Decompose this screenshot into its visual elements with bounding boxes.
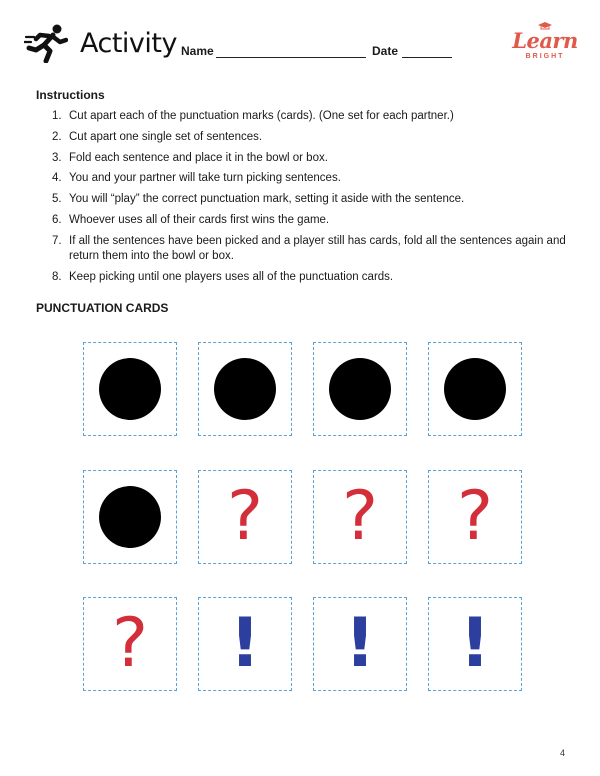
instruction-text: You will “play” the correct punctuation mark, setting it aside with the sentence. bbox=[69, 193, 465, 206]
punctuation-cards-heading: PUNCTUATION CARDS bbox=[36, 301, 169, 315]
instructions-list bbox=[46, 109, 576, 291]
instruction-item bbox=[46, 270, 576, 286]
instruction-item bbox=[46, 171, 576, 187]
running-person-icon bbox=[24, 23, 68, 63]
instruction-number: 2. bbox=[52, 130, 62, 143]
instruction-text: If all the sentences have been picked and a player still has cards, fold all the sentences again and return them into the bowl or box. bbox=[69, 234, 566, 263]
period-mark bbox=[99, 486, 161, 548]
punctuation-card-question[interactable] bbox=[313, 470, 407, 564]
question-mark: ? bbox=[341, 477, 379, 556]
period-mark bbox=[444, 358, 506, 420]
punctuation-card-period[interactable] bbox=[428, 342, 522, 436]
punctuation-card-period[interactable] bbox=[313, 342, 407, 436]
instruction-number: 4. bbox=[52, 172, 62, 185]
instructions-heading: Instructions bbox=[36, 88, 105, 102]
instruction-number: 1. bbox=[52, 110, 62, 122]
instruction-text: Cut apart one single set of sentences. bbox=[69, 130, 263, 143]
instruction-number: 6. bbox=[52, 213, 62, 226]
instruction-text: Fold each sentence and place it in the bowl or box. bbox=[69, 151, 328, 164]
punctuation-card-exclamation[interactable] bbox=[428, 597, 522, 691]
instruction-text: You and your partner will take turn picking sentences. bbox=[69, 172, 341, 185]
instruction-item bbox=[46, 151, 576, 167]
instruction-item bbox=[46, 109, 576, 125]
punctuation-card-question[interactable] bbox=[428, 470, 522, 564]
punctuation-card-period[interactable] bbox=[83, 470, 177, 564]
punctuation-card-question[interactable] bbox=[198, 470, 292, 564]
instruction-text: Keep picking until one players uses all of the punctuation cards. bbox=[69, 271, 394, 284]
activity-title: Activity bbox=[80, 28, 177, 59]
name-label: Name bbox=[181, 44, 214, 58]
period-mark bbox=[329, 358, 391, 420]
instruction-number: 7. bbox=[52, 234, 62, 247]
instruction-item bbox=[46, 213, 576, 229]
instruction-item bbox=[46, 192, 576, 208]
punctuation-card-period[interactable] bbox=[83, 342, 177, 436]
learn-bright-logo bbox=[508, 22, 582, 66]
punctuation-card-exclamation[interactable] bbox=[313, 597, 407, 691]
date-label: Date bbox=[372, 44, 399, 58]
instruction-text: Cut apart each of the punctuation marks (cards). (One set for each partner.) bbox=[69, 110, 454, 122]
instruction-number: 8. bbox=[52, 271, 62, 284]
date-field[interactable] bbox=[402, 57, 452, 58]
logo-wordmark: Learn bbox=[512, 28, 578, 53]
punctuation-card-period[interactable] bbox=[198, 342, 292, 436]
period-mark bbox=[214, 358, 276, 420]
instruction-item bbox=[46, 234, 576, 265]
page-number: 4 bbox=[560, 748, 566, 758]
instruction-text: Whoever uses all of their cards first wins the game. bbox=[69, 213, 330, 226]
punctuation-card-question[interactable] bbox=[83, 597, 177, 691]
question-mark: ? bbox=[226, 477, 264, 556]
exclamation-mark: ! bbox=[459, 604, 491, 683]
instruction-number: 3. bbox=[52, 151, 62, 164]
name-field[interactable] bbox=[216, 57, 366, 58]
exclamation-mark: ! bbox=[229, 604, 261, 683]
question-mark: ? bbox=[111, 604, 149, 683]
punctuation-card-exclamation[interactable] bbox=[198, 597, 292, 691]
question-mark: ? bbox=[456, 477, 494, 556]
logo-subtext: BRIGHT bbox=[525, 53, 565, 60]
exclamation-mark: ! bbox=[344, 604, 376, 683]
period-mark bbox=[99, 358, 161, 420]
worksheet-header bbox=[0, 0, 600, 80]
instruction-number: 5. bbox=[52, 193, 62, 206]
instruction-item bbox=[46, 130, 576, 146]
